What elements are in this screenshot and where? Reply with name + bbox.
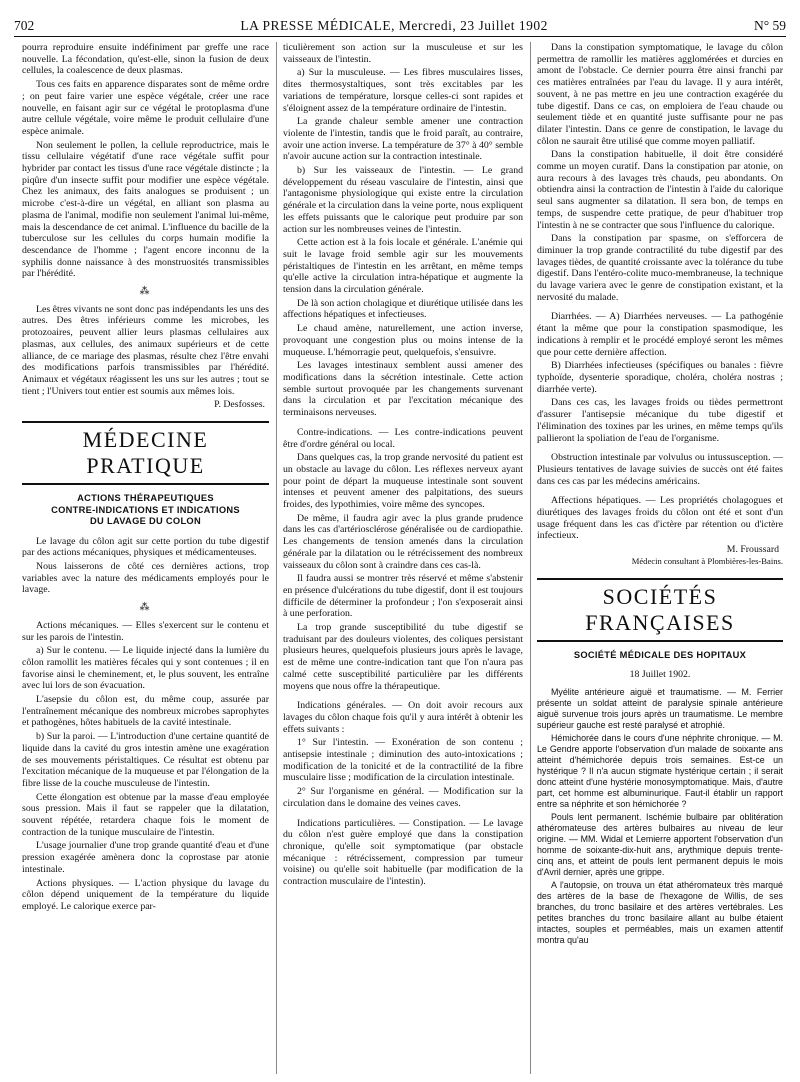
paragraph: b) Sur la paroi. — L'introduction d'une certaine quantité de liquide dans la cavité du gros intestin amène une exagération de ses mouvements péristaltiques. Ce résultat est obtenu par l'excitation mécanique de la muqueuse et par l'élongation de la fibre lisse de la couche musculeuse de l'intestin. <box>22 731 269 789</box>
paragraph: Cette élongation est obtenue par la masse d'eau employée sous pression. Mais il faut se rappeler que la dilatation, souvent répétée, retardera chaque fois le moment de contraction de la tunique musculaire de l'intestin. <box>22 791 269 838</box>
paragraph: Non seulement le pollen, la cellule reproductrice, mais le tissu cellulaire végétatif d'une race végétale suffit pour hybrider par contact les tissus d'une race végétale distincte ; la piqûre d'un insecte suffit pour modifier une espèce végétale. Chez les animaux, des faits analogues se produisent ; un microbe c'est-à-dire un végétal, en alliant son plasma au plasma de l'animal, modifie non seulement l'animal lui-même, mais la descendance de cet animal. L'influence du bacille de la tuberculose sur les cellules du corps humain modifie la descendance de l'homme ; l'agent encore inconnu de la syphilis donne naissance à des monstruosités transmissibles par l'hérédité. <box>22 139 269 280</box>
paragraph: Dans la constipation symptomatique, le lavage du côlon permettra de ramollir les matières agglomérées et durcies en amont de l'obstacle. Ce dernier pourra être ainsi franchi par ces matières entraînées par l'eau du lavage. Il y aura intérêt, souvent, à ne pas mettre en jeu une contraction exagérée du tube digestif. Dans ce cas, on emploiera de l'eau chaude ou seulement tiède et en quantité juste suffisante pour ne pas dilater l'intestin. Dans ce genre de constipation, le lavage du côlon ne saurait être utilisé que comme moyen palliatif. <box>537 42 783 147</box>
paragraph: Les lavages intestinaux semblent aussi amener des modifications dans la sécrétion intestinale. Cette action semble surtout provoquée par les changements survenant dans la circulation et par l'excitation mécanique des terminaisons nerveuses. <box>283 360 523 419</box>
paragraph: Obstruction intestinale par volvulus ou intussusception. — Plusieurs tentatives de lavage suivies de succès ont été faites dans ces cas par les médecins américains. <box>537 452 783 487</box>
journal-title: LA PRESSE MÉDICALE, Mercredi, 23 Juillet 1902 <box>240 18 548 33</box>
paragraph: La grande chaleur semble amener une contraction violente de l'intestin, tandis que le froid paraît, au contraire, avoir une action inverse. La température de 37° à 40° semble n'avoir aucune action sur la contraction intestinale. <box>283 116 523 163</box>
column-rule-2 <box>530 42 531 1074</box>
paragraph: Actions mécaniques. — Elles s'exercent sur le contenu et sur les parois de l'intestin. <box>22 619 269 643</box>
asterism: ⁂ <box>139 286 152 298</box>
paragraph: Contre-indications. — Les contre-indications peuvent être d'ordre général ou local. <box>283 426 523 450</box>
paragraph: Tous ces faits en apparence disparates sont de même ordre ; on peut faire varier une espèce végétale, créer une race nouvelle, en faisant agir sur ce végétal le protoplasma d'une autre cellule végétale, voire même le produit cellulaire d'une espèce animale. <box>22 79 269 137</box>
author-signature: P. Desfosses. <box>214 399 265 411</box>
paragraph: a) Sur le contenu. — Le liquide injecté dans la lumière du côlon ramollit les matières fécales qui y sont contenues ; il en favorise ainsi le cheminement, et, le plus souvent, les entraîne avec lui lors de son évacuation. <box>22 645 269 692</box>
page-number: 702 <box>14 18 35 33</box>
paragraph: Myélite antérieure aiguë et traumatisme. — M. Ferrier présente un soldat atteint de paralysie spinale antérieure aiguë survenue trois jours après un traumatisme. Le membre supérieur gauche est resté paralysé et atrophié. <box>537 686 783 730</box>
column-3 <box>537 42 783 948</box>
paragraph: Les êtres vivants ne sont donc pas indépendants les uns des autres. Des êtres inférieurs comme les microbes, les protozoaires, peuvent allier leurs plasmas cellulaires aux plasmas, aux cellules, des animaux supérieurs et de cette alliance, de ce mariage des plasmas, résulte chez l'être envahi des modifications parfois transmissibles par l'hérédité. Animaux et végétaux réagissent les uns sur les autres ; tout se tient ; l'Univers tout entier est soumis aux mêmes lois. <box>22 303 269 397</box>
column-1 <box>22 42 269 915</box>
paragraph: Nous laisserons de côté ces dernières actions, trop variables avec la nature des médicaments employés pour le lavage. <box>22 561 269 596</box>
paragraph: Dans quelques cas, la trop grande nervosité du patient est un obstacle au lavage du côlon. Les réflexes nerveux ayant pour point de départ la muqueuse intestinale sont souvent intenses et peuvent amener des palpitations, des sueurs froides, des lypothimies, voire même des syncopes. <box>283 452 523 511</box>
paragraph: L'usage journalier d'une trop grande quantité d'eau et d'une pression exagérée amènera donc la coprostase par atonie intestinale. <box>22 840 269 875</box>
paragraph: pourra reproduire ensuite indéfiniment par greffe une race nouvelle. La fécondation, qu'est-elle, sinon la fusion de deux cellules, la coalescence de deux plasmas. <box>22 42 269 77</box>
society-title: SOCIÉTÉ MÉDICALE DES HOPITAUX <box>573 649 747 660</box>
article-title-line: CONTRE-INDICATIONS ET INDICATIONS <box>51 504 240 515</box>
paragraph: Affections hépatiques. — Les propriétés cholagogues et diurétiques des lavages froids du côlon ont été et sont d'un usage fréquent dans les cas d'ictère par rétention ou d'ictère infectieux. <box>537 495 783 542</box>
paragraph: Hémichorée dans le cours d'une néphrite chronique. — M. Le Gendre apporte l'observation d'un malade de soixante ans atteint d'hémichorée depuis trois semaines. Est-ce un hystérique ? Il n'a aucun stigmate hystérique certain ; il serait donc atteint d'une hystérie monosymptomatique. Mais, d'autre part, cet homme est albuminurique. Faut-il établir un rapport entre sa néphrite et son hémichorée ? <box>537 732 783 809</box>
paragraph: Indications particulières. — Constipation. — Le lavage du côlon n'est guère employé que dans la constipation chronique, qu'elle soit symptomatique (par obstacle mécanique : rétrécissement, compression par tumeur voisine) ou qu'elle soit habituelle (par modification de la contraction musculaire de l'intestin). <box>283 817 523 888</box>
article-title-line: DU LAVAGE DU COLON <box>90 516 201 527</box>
page-header <box>14 12 786 37</box>
paragraph: Le lavage du côlon agit sur cette portion du tube digestif par des actions mécaniques, physiques et médicamenteuses. <box>22 535 269 559</box>
paragraph: Dans la constipation par spasme, on s'efforcera de diminuer la trop grande contractilité du tube digestif par des lavages tièdes, de quantité croissante avec la tolérance du tube digestif. Dans l'entéro-colite muco-membraneuse, la technique du lavage variera avec le genre de constipation existant, et la nervosité du malade. <box>537 233 783 303</box>
paragraph: Pouls lent permanent. Ischémie bulbaire par oblitération athéromateuse des artères bulbaires au niveau de leur origine. — MM. Widal et Lemierre apportent l'observation d'un homme de soixante-dix-huit ans, arythmique depuis trente-cinq ans, et atteint de pouls lent permanent depuis le mois d'Avril dernier, après une grippe. <box>537 811 783 877</box>
paragraph: 2° Sur l'organisme en général. — Modification sur la circulation dans le domaine des veines caves. <box>283 786 523 809</box>
paragraph: Il faudra aussi se montrer très réservé et même s'abstenir en présence d'ulcérations du tube digestif, dont il est toujours difficile de déterminer la profondeur ; l'on s'exposerait ainsi à une perforation. <box>283 573 523 620</box>
paragraph: A l'autopsie, on trouva un état athéromateux très marqué des artères de la base de l'hexagone de Willis, de ses branches, du tronc basilaire et des artères vertébrales. Les petites branches du tronc basilaire allant au bulbe étaient intactes, souples et perméables, mais un examen attentif montra qu'au <box>537 879 783 945</box>
paragraph: L'asepsie du côlon est, du même coup, assurée par l'entraînement mécanique des nombreux microbes saprophytes et pathogènes, hôtes habituels de la cavité intestinale. <box>22 694 269 729</box>
author-signature: M. Froussard <box>726 544 779 556</box>
paragraph: Dans ces cas, les lavages froids ou tièdes permettront d'assurer l'antisepsie mécanique du tube digestif et l'élimination des toxines par les urines, en même temps qu'ils pallieront la spoliation de l'eau de l'organisme. <box>537 397 783 444</box>
paragraph: 1° Sur l'intestin. — Exonération de son contenu ; antisepsie intestinale ; diminution des auto-intoxications ; modification de la tonicité et de la contractilité de la fibre musculaire lisse ; modification de la circulation intestinale. <box>283 737 523 784</box>
paragraph: De là son action cholagique et diurétique utilisée dans les affections hépatiques et infectieuses. <box>283 297 523 321</box>
paragraph: a) Sur la musculeuse. — Les fibres musculaires lisses, dites thermosystaltiques, sont très excitables par les variations de température, lorsque celles-ci sont rapides et s'éloignent assez de la température ordinaire de l'intestin. <box>283 67 523 114</box>
section-title: SOCIÉTÉS FRANÇAISES <box>537 578 783 642</box>
paragraph: Indications générales. — On doit avoir recours aux lavages du côlon chaque fois qu'il y aura intérêt à obtenir les effets suivants : <box>283 700 523 735</box>
article-title <box>22 493 269 528</box>
column-rule-1 <box>276 42 277 1074</box>
article-title-line: ACTIONS THÉRAPEUTIQUES <box>77 493 214 504</box>
paragraph: ticulièrement son action sur la musculeuse et sur les vaisseaux de l'intestin. <box>283 42 523 65</box>
paragraph: B) Diarrhées infectieuses (spécifiques ou banales : fièvre typhoïde, dysenterie sporadique, choléra, choléra nostras ; diarrhée verte). <box>537 360 783 395</box>
session-date: 18 Juillet 1902. <box>629 669 691 681</box>
column-2 <box>283 42 523 890</box>
paragraph: Dans la constipation habituelle, il doit être considéré comme un moyen curatif. Dans la constipation par atonie, on aura recours à des lavages très chauds, peu abondants. On obtiendra ainsi la contraction de l'intestin à l'aide du calorique seul sans augmenter sa dilatation. Il sera bon, de temps en temps, de suspendre cette pratique, de peur d'habituer trop l'intestin à ne se contracter que sous l'influence du calorique. <box>537 149 783 231</box>
paragraph: b) Sur les vaisseaux de l'intestin. — Le grand développement du réseau vasculaire de l'intestin, ainsi que l'antagonisme physiologique qui existe entre la circulation générale et la circulation dans la veine porte, nous expliquent les effets puissants que le calorique peut produire par son action sur les nombreuses veines de l'intestin. <box>283 165 523 235</box>
asterism: ⁂ <box>139 602 152 614</box>
paragraph: Le chaud amène, naturellement, une action inverse, provoquant une congestion plus ou moins intense de la muqueuse. L'hémorragie peut, quelquefois, s'ensuivre. <box>283 323 523 358</box>
paragraph: Cette action est à la fois locale et générale. L'anémie qui suit le lavage froid semble agir sur les mouvements péristaltiques de l'intestin en les arrêtant, en même temps qu'elle active la circulation intra-hépatique et augmente la tension dans la circulation générale. <box>283 237 523 296</box>
paragraph: Diarrhées. — A) Diarrhées nerveuses. — La pathogénie étant la même que pour la constipation spasmodique, les indications à remplir et le procédé employé seront les mêmes que pour cette dernière affection. <box>537 311 783 358</box>
author-affiliation: Médecin consultant à Plombières-les-Bains. <box>631 555 783 566</box>
paragraph: La trop grande susceptibilité du tube digestif se traduisant par des douleurs violentes, des coliques persistant plusieurs heures, quelquefois plusieurs jours après le lavage, est de même une contre-indication tant que l'on n'aura pas calmé cette susceptibilité particulière par les différents moyens que nous offre la thérapeutique. <box>283 622 523 692</box>
issue-number: N° 59 <box>753 18 786 33</box>
paragraph: De même, il faudra agir avec la plus grande prudence dans les cas d'artériosclérose généralisée ou de cardiopathie. Les changements de tension amenés dans la circulation générale par la dilatation ou le rétrécissement des nombreux vaisseaux du côlon sont à craindre dans ces cas-là. <box>283 512 523 571</box>
section-title: MÉDECINE PRATIQUE <box>22 421 269 485</box>
paragraph: Actions physiques. — L'action physique du lavage du côlon dépend uniquement de la température du liquide employé. Le calorique exerce par- <box>22 877 269 912</box>
